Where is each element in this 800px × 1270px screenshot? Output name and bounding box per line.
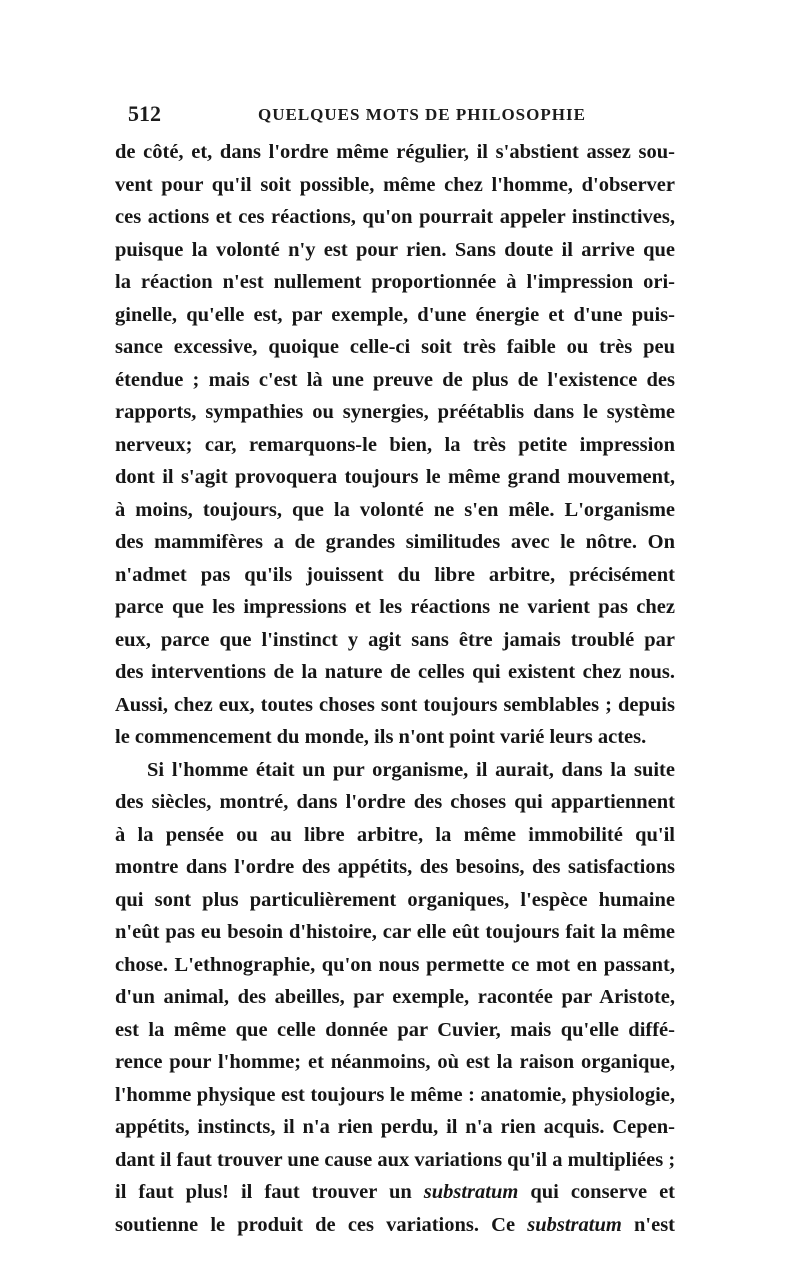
text-line: est la même que celle donnée par Cuvier, mais qu'elle diffé- [115, 1018, 675, 1041]
text-line: dont il s'agit provoquera toujours le même grand mouvement, [115, 466, 675, 488]
text-line: chose. L'ethnographie, qu'on nous permette ce mot en passant, [115, 953, 675, 976]
text-line: vent pour qu'il soit possible, même chez l'homme, d'observer [115, 173, 675, 196]
text-segment: n'est [634, 1213, 675, 1236]
text-segment: il faut plus! il faut trouver un [115, 1181, 412, 1203]
page-header [128, 100, 674, 130]
text-line: de côté, et, dans l'ordre même régulier, il s'abstient assez sou- [115, 141, 675, 163]
text-segment: soutienne le produit de ces variations. Ce [115, 1213, 516, 1236]
text-line: puisque la volonté n'y est pour rien. Sans doute il arrive que [115, 238, 675, 261]
italic-term: substratum [527, 1213, 622, 1236]
text-line: étendue ; mais c'est là une preuve de plus de l'existence des [115, 368, 675, 391]
text-line: parce que les impressions et les réactions ne varient pas chez [115, 596, 675, 618]
text-line: dant il faut trouver une cause aux variations qu'il a multipliées ; [115, 1148, 675, 1171]
text-segment: qui conserve et [530, 1181, 675, 1203]
text-line: Aussi, chez eux, toutes choses sont toujours semblables ; depuis [115, 693, 675, 716]
text-line: la réaction n'est nullement proportionnée à l'impression ori- [115, 271, 675, 293]
text-line: l'homme physique est toujours le même : anatomie, physiologie, [115, 1083, 675, 1106]
running-head: QUELQUES MOTS DE PHILOSOPHIE [258, 105, 586, 124]
text-line: des mammifères a de grandes similitudes avec le nôtre. On [115, 531, 675, 553]
text-line: d'un animal, des abeilles, par exemple, racontée par Aristote, [115, 986, 675, 1008]
text-line: à moins, toujours, que la volonté ne s'en mêle. L'organisme [115, 498, 675, 521]
text-line [115, 1176, 675, 1209]
body-text [115, 136, 675, 1241]
text-line: sance excessive, quoique celle-ci soit très faible ou très peu [115, 336, 675, 358]
text-line: des siècles, montré, dans l'ordre des choses qui appartiennent [115, 791, 675, 813]
text-line: Si l'homme était un pur organisme, il aurait, dans la suite [147, 758, 675, 781]
text-line: n'admet pas qu'ils jouissent du libre arbitre, précisément [115, 563, 675, 586]
text-line: ginelle, qu'elle est, par exemple, d'une énergie et d'une puis- [115, 303, 675, 326]
text-line: n'eût pas eu besoin d'histoire, car elle eût toujours fait la même [115, 921, 675, 943]
text-line: ces actions et ces réactions, qu'on pourrait appeler instinctives, [115, 206, 675, 228]
text-line: rapports, sympathies ou synergies, préétablis dans le système [115, 401, 675, 423]
text-line: des interventions de la nature de celles qui existent chez nous. [115, 661, 675, 683]
text-line: le commencement du monde, ils n'ont point varié leurs actes. [115, 726, 647, 748]
text-line: appétits, instincts, il n'a rien perdu, il n'a rien acquis. Cepen- [115, 1116, 675, 1138]
text-line: rence pour l'homme; et néanmoins, où est la raison organique, [115, 1051, 675, 1073]
italic-term: substratum [423, 1181, 519, 1203]
text-line: nerveux; car, remarquons-le bien, la très petite impression [115, 433, 675, 456]
text-line [115, 1209, 675, 1242]
text-line: à la pensée ou au libre arbitre, la même immobilité qu'il [115, 823, 675, 846]
text-line: eux, parce que l'instinct y agit sans être jamais troublé par [115, 628, 675, 651]
text-line: montre dans l'ordre des appétits, des besoins, des satisfactions [115, 856, 675, 878]
text-line: qui sont plus particulièrement organiques, l'espèce humaine [115, 888, 675, 911]
page-number: 512 [128, 101, 161, 126]
